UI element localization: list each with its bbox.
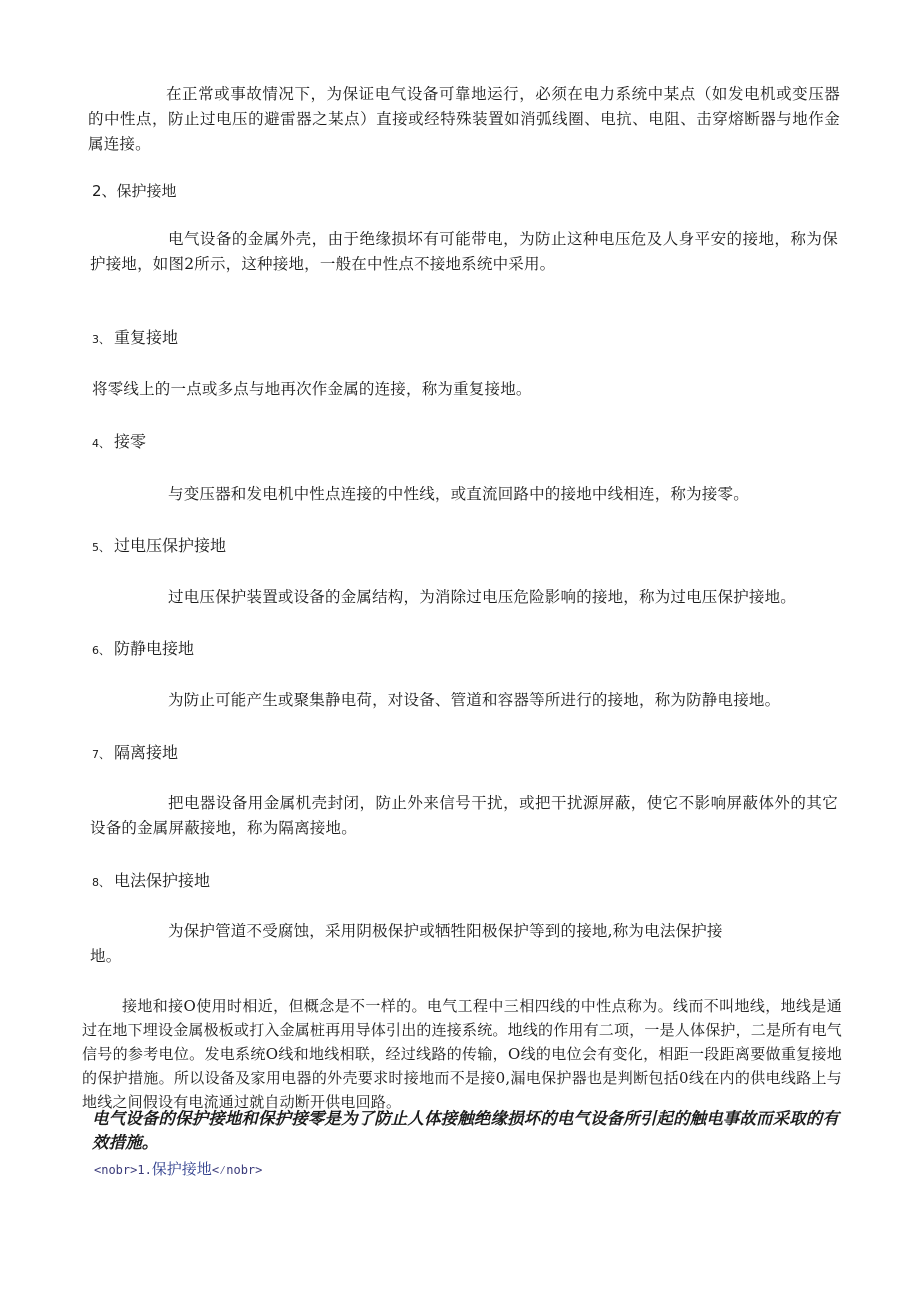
heading-antistatic-grounding <box>92 638 194 662</box>
heading-text: 过电压保护接地 <box>114 536 227 555</box>
heading-neutral-connection <box>92 431 146 455</box>
heading-number: 3、 <box>92 333 110 346</box>
heading-text: 重复接地 <box>114 328 179 347</box>
nobr-code-line <box>94 1158 262 1179</box>
paragraph-protective-grounding: 电气设备的金属外壳，由于绝缘损坏有可能带电，为防止这种电压危及人身平安的接地，称为保护接地，如图2所示，这种接地，一般在中性点不接地系统中采用。 <box>90 230 838 273</box>
nobr-text: 保护接地 <box>151 1160 212 1178</box>
heading-protective-grounding: 2、保护接地 <box>92 182 177 200</box>
heading-isolation-grounding <box>92 742 178 766</box>
nobr-close-tag: <⁄nobr> <box>211 1163 263 1177</box>
heading-overvoltage-grounding <box>92 535 226 559</box>
heading-number: 8、 <box>92 876 110 889</box>
paragraph-overvoltage-grounding: 过电压保护装置或设备的金属结构，为消除过电压危险影响的接地，称为过电压保护接地。 <box>168 588 797 606</box>
paragraph-grounding-definition: 在正常或事故情况下，为保证电气设备可靠地运行，必须在电力系统中某点（如发电机或变压器的中性点，防止过电压的避雷器之某点）直接或经特殊装置如消弧线圈、电抗、电阻、击穿熔断器与地作金属连接。 <box>88 85 840 153</box>
heading-text: 接零 <box>114 432 147 451</box>
emphasis-statement: 电气设备的保护接地和保护接零是为了防止人体接触绝缘损坏的电气设备所引起的触电事故而采取的有效措施。 <box>92 1109 839 1152</box>
heading-number: 5、 <box>92 541 110 554</box>
heading-text: 电法保护接地 <box>114 871 211 890</box>
paragraph-electrical-protection-line2: 地。 <box>90 947 122 965</box>
paragraph-isolation-grounding: 把电器设备用金属机壳封闭，防止外来信号干扰，或把干扰源屏蔽，使它不影响屏蔽体外的其它设备的金属屏蔽接地，称为隔离接地。 <box>90 794 838 837</box>
heading-number: 4、 <box>92 437 110 450</box>
paragraph-grounding-vs-neutral: 接地和接O使用时相近，但概念是不一样的。电气工程中三相四线的中性点称为。线而不叫地线，地线是通过在地下埋设金属极板或打入金属桩再用导体引出的连接系统。地线的作用有二项，一是人体保护，二是所有电气信号的参考电位。发电系统O线和地线相联，经过线路的传输，O线的电位会有变化，相距一段距离要做重复接地的保护措施。所以设备及家用电器的外壳要求时接地而不是接0,漏电保护器也是判断包括0线在内的供电线路上与地线之间假设有电流通过就自动断开供电回路。 <box>82 997 843 1111</box>
paragraph-antistatic-grounding: 为防止可能产生或聚集静电荷，对设备、管道和容器等所进行的接地，称为防静电接地。 <box>168 691 781 709</box>
heading-number: 7、 <box>92 748 110 761</box>
paragraph-electrical-protection-line1: 为保护管道不受腐蚀，采用阴极保护或牺牲阳极保护等到的接地,称为电法保护接 <box>168 922 723 940</box>
heading-repeated-grounding <box>92 327 178 351</box>
heading-number: 6、 <box>92 644 110 657</box>
heading-text: 隔离接地 <box>114 743 179 762</box>
heading-electrical-protection-grounding <box>92 870 210 894</box>
paragraph-neutral-connection: 与变压器和发电机中性点连接的中性线，或直流回路中的接地中线相连，称为接零。 <box>168 485 749 503</box>
paragraph-repeated-grounding: 将零线上的一点或多点与地再次作金属的连接，称为重复接地。 <box>92 380 532 398</box>
heading-text: 防静电接地 <box>114 639 195 658</box>
nobr-open-tag: <nobr>1. <box>94 1163 152 1177</box>
